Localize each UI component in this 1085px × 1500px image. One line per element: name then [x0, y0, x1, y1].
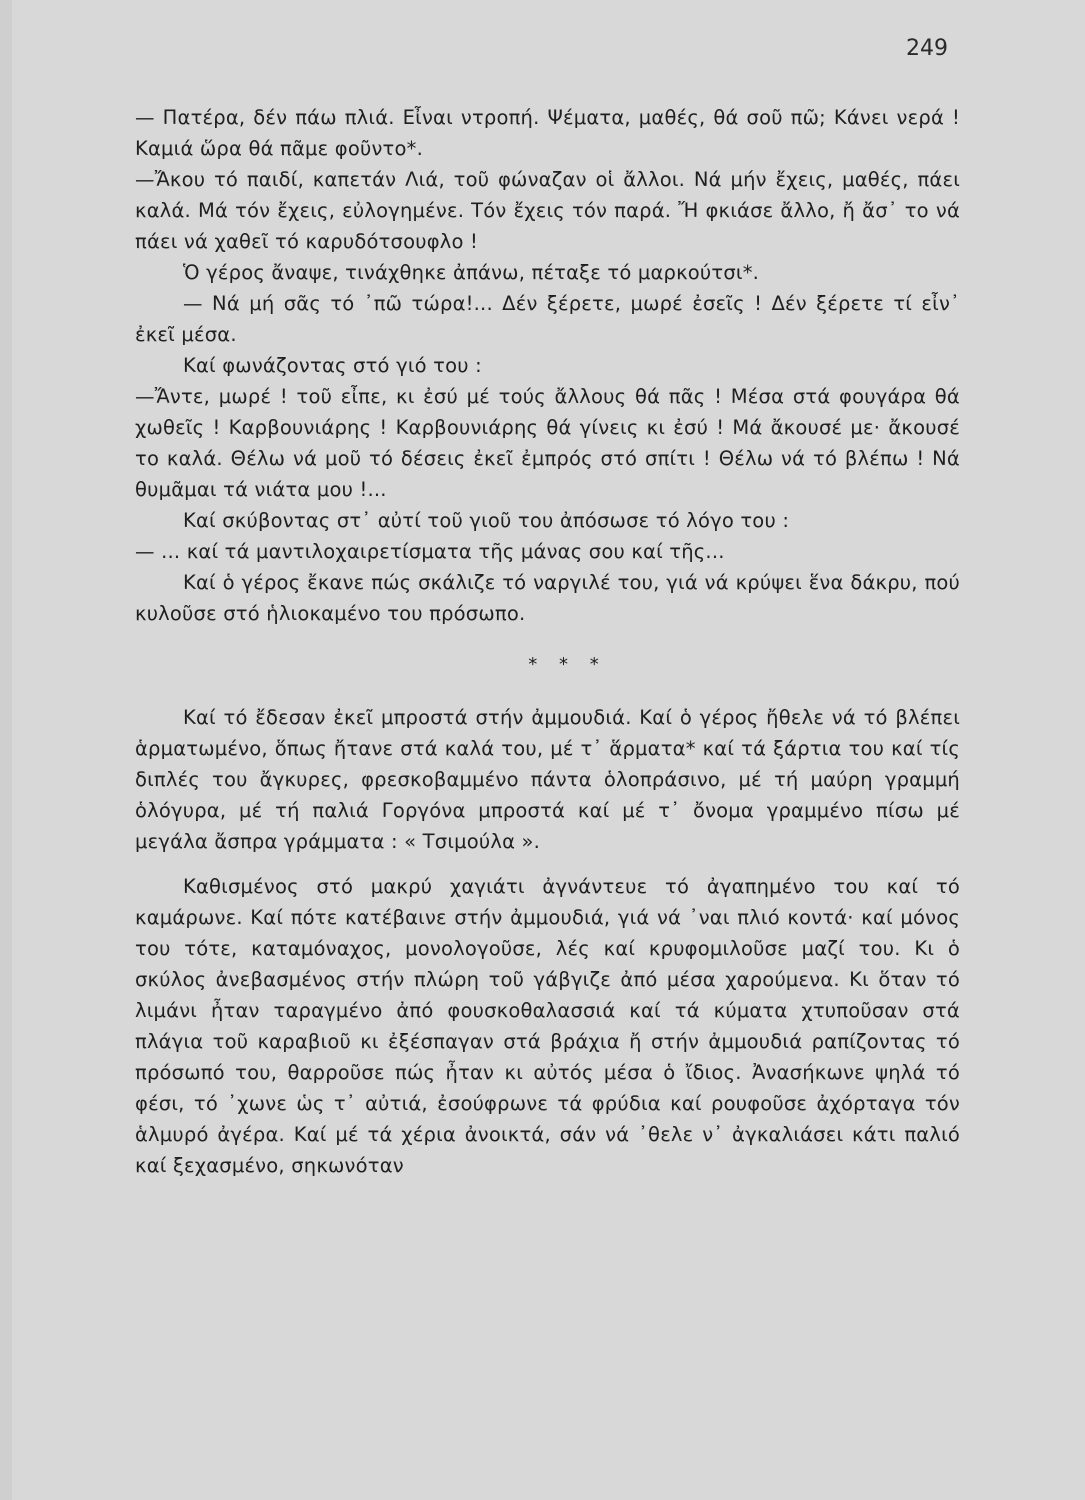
paragraph-6: —Ἄντε, μωρέ ! τοῦ εἶπε, κι ἐσύ μέ τούς ἄλλους θά πᾶς ! Μέσα στά φουγάρα θά χωθεῖς ! Καρβουνιάρης ! Καρβουνιάρης θά γίνεις κι ἐσύ ! Μά ἄκουσέ με· ἄκουσέ το καλά. Θέλω νά μοῦ τό δέσεις ἐκεῖ ἐμπρός στό σπίτι ! Θέλω νά τό βλέπω ! Νά θυμᾶμαι τά νιάτα μου !...	[135, 385, 960, 501]
paragraph-3: Ὁ γέρος ἄναψε, τινάχθηκε ἀπάνω, πέταξε τό μαρκούτσι*.	[183, 261, 760, 284]
paragraph-5: Καί φωνάζοντας στό γιό του :	[183, 354, 482, 377]
page-edge-shadow	[0, 0, 12, 1500]
page-number: 249	[906, 36, 948, 61]
body-text	[135, 102, 960, 1181]
paragraph-1: — Πατέρα, δέν πάω πλιά. Εἶναι ντροπή. Ψέματα, μαθές, θά σοῦ πῶ; Κάνει νερά ! Καμιά ὥρα θά πᾶμε φοῦντο*.	[135, 106, 960, 160]
paragraph-8: — ... καί τά μαντιλοχαιρετίσματα τῆς μάνας σου καί τῆς...	[135, 540, 725, 563]
paragraph-2: —Ἄκου τό παιδί, καπετάν Λιά, τοῦ φώναζαν οἱ ἄλλοι. Νά μήν ἔχεις, μαθές, πάει καλά. Μά τόν ἔχεις, εὐλογημένε. Τόν ἔχεις τόν παρά. Ἤ φκιάσε ἄλλο, ἤ ἄσ᾽ το νά πάει νά χαθεῖ τό καρυδότσουφλο !	[135, 168, 960, 253]
section-separator: * * *	[528, 654, 607, 675]
paragraph-7: Καί σκύβοντας στ᾽ αὐτί τοῦ γιοῦ του ἀπόσωσε τό λόγο του :	[183, 509, 790, 532]
paragraph-4: — Νά μή σᾶς τό ᾽πῶ τώρα!... Δέν ξέρετε, μωρέ ἐσεῖς ! Δέν ξέρετε τί εἶν᾽ ἐκεῖ μέσα.	[135, 292, 960, 346]
paragraph-10: Καί τό ἔδεσαν ἐκεῖ μπροστά στήν ἀμμουδιά. Καί ὁ γέρος ἤθελε νά τό βλέπει ἁρματωμένο, ὅπως ἤτανε στά καλά του, μέ τ᾽ ἅρματα* καί τά ξάρτια του καί τίς διπλές του ἄγκυρες, φρεσκοβαμμένο πάντα ὁλοπράσινο, μέ τή μαύρη γραμμή ὁλόγυρα, μέ τή παλιά Γοργόνα μπροστά καί μέ τ᾽ ὄνομα γραμμένο πίσω μέ μεγάλα ἄσπρα γράμματα : « Τσιμούλα ».	[135, 706, 960, 853]
paragraph-9: Καί ὁ γέρος ἔκανε πώς σκάλιζε τό ναργιλέ του, γιά νά κρύψει ἕνα δάκρυ, πού κυλοῦσε στό ἡλιοκαμένο του πρόσωπο.	[135, 571, 960, 625]
paragraph-11: Καθισμένος στό μακρύ χαγιάτι ἀγνάντευε τό ἀγαπημένο του καί τό καμάρωνε. Καί πότε κατέβαινε στήν ἀμμουδιά, γιά νά ᾽ναι πλιό κοντά· καί μόνος του τότε, καταμόναχος, μονολογοῦσε, λές καί κρυφομιλοῦσε μαζί του. Κι ὁ σκύλος ἀνεβασμένος στήν πλώρη τοῦ γάβγιζε ἀπό μέσα χαρούμενα. Κι ὅταν τό λιμάνι ἦταν ταραγμένο ἀπό φουσκοθαλασσιά καί τά κύματα χτυποῦσαν στά πλάγια τοῦ καραβιοῦ κι ἐξέσπαγαν στά βράχια ἤ στήν ἀμμουδιά ραπίζοντας τό πρόσωπό του, θαρροῦσε πώς ἦταν κι αὐτός μέσα ὁ ἴδιος. Ἀνασήκωνε ψηλά τό φέσι, τό ᾽χωνε ὡς τ᾽ αὐτιά, ἐσούφρωνε τά φρύδια καί ρουφοῦσε ἀχόρταγα τόν ἁλμυρό ἀγέρα. Καί μέ τά χέρια ἀνοικτά, σάν νά ᾽θελε ν᾽ ἀγκαλιάσει κάτι παλιό καί ξεχασμένο, σηκωνόταν	[135, 875, 960, 1177]
